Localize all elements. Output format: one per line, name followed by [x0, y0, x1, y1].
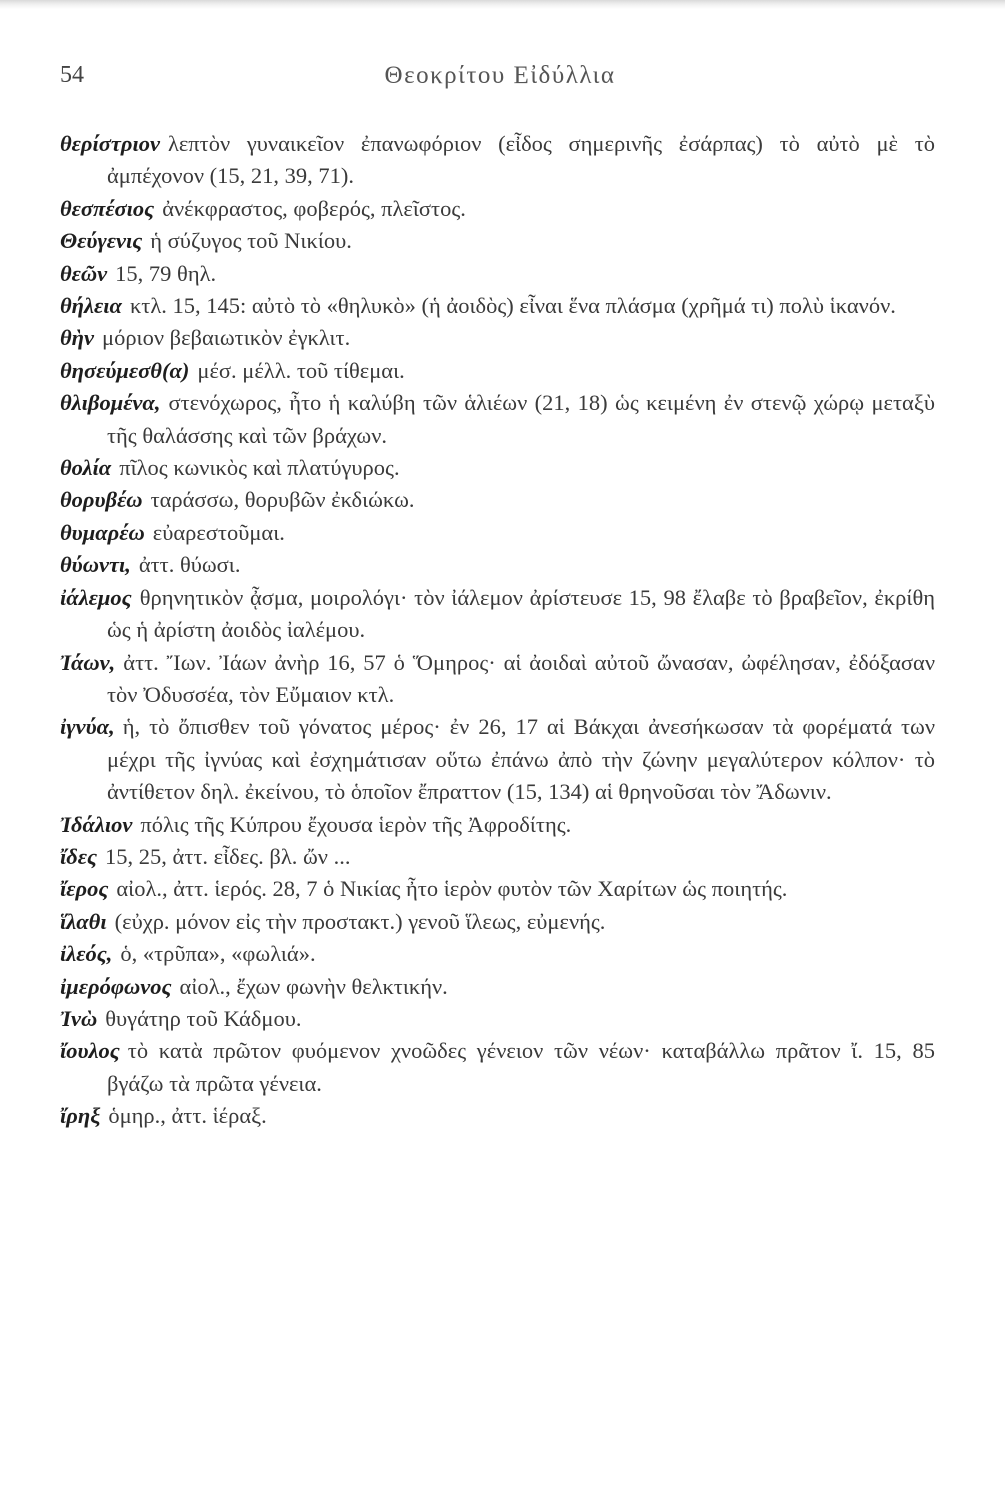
- glossary-entry: [60, 517, 935, 549]
- entry-headword: ἴδες: [60, 843, 98, 869]
- glossary-entries: [60, 128, 935, 1133]
- entry-definition: ὁμηρ., ἀττ. ἱέραξ.: [108, 1103, 267, 1129]
- entry-headword: ἰλεός,: [60, 941, 113, 967]
- glossary-entry: [60, 971, 935, 1003]
- entry-headword: θεῶν: [60, 260, 108, 286]
- entry-definition: ἀνέκφραστος, φοβερός, πλεῖστος.: [162, 195, 466, 221]
- entry-definition: τὸ κατὰ πρῶτον φυόμενον χνοῶδες γένειον τῶν νέων· καταβάλλω πρᾶτον ἴ. 15, 85 βγάζω τὰ πρῶτα γένεια.: [107, 1038, 935, 1096]
- entry-definition: αἰολ., ἀττ. ἱερός. 28, 7 ὁ Νικίας ἦτο ἱερὸν φυτὸν τῶν Χαρίτων ὡς ποιητής.: [116, 876, 788, 902]
- entry-headword: θλιβομένα,: [60, 390, 161, 416]
- page-number: 54: [60, 62, 84, 88]
- entry-definition: αἰολ., ἔχων φωνὴν θελκτικήν.: [179, 973, 448, 999]
- glossary-entry: [60, 258, 935, 290]
- glossary-entry: [60, 387, 935, 452]
- entry-headword: ἴρηξ: [60, 1103, 101, 1129]
- entry-headword: θησεύμεσθ(α): [60, 357, 190, 383]
- entry-headword: Θεύγενις: [60, 228, 143, 254]
- glossary-entry: [60, 1035, 935, 1100]
- entry-headword: Ἰδάλιον: [60, 811, 133, 837]
- entry-definition: ἡ, τὸ ὄπισθεν τοῦ γόνατος μέρος· ἐν 26, 17 αἱ Βάκχαι ἀνεσήκωσαν τὰ φορέματά των μέχρι τῆς ἰγνύας καὶ ἐσχημάτισαν οὕτω ἐπάνω ἀπὸ τὴν ζώνην μεγαλύτερον κόλπον· τὸ ἀντίθετον δηλ. ἐκείνου, τὸ ὁποῖον ἔπραττον (15, 134) αἱ θρηνοῦσαι τὸν Ἄδωνιν.: [107, 714, 935, 805]
- entry-definition: πόλις τῆς Κύπρου ἔχουσα ἱερὸν τῆς Ἀφροδίτης.: [140, 811, 572, 837]
- glossary-entry: [60, 193, 935, 225]
- entry-headword: θήλεια: [60, 293, 122, 319]
- entry-headword: θορυβέω: [60, 487, 143, 513]
- entry-definition: (εὐχρ. μόνον εἰς τὴν προστακτ.) γενοῦ ἵλεως, εὐμενής.: [114, 908, 606, 934]
- entry-definition: 15, 79 θηλ.: [115, 260, 217, 286]
- glossary-entry: [60, 906, 935, 938]
- glossary-entry: [60, 128, 935, 193]
- glossary-entry: [60, 1003, 935, 1035]
- glossary-entry: [60, 225, 935, 257]
- glossary-entry: [60, 322, 935, 354]
- glossary-entry: [60, 452, 935, 484]
- entry-headword: Ἰάων,: [60, 649, 116, 675]
- glossary-entry: [60, 647, 935, 712]
- entry-headword: θεσπέσιος: [60, 195, 155, 221]
- entry-definition: στενόχωρος, ἦτο ἡ καλύβη τῶν ἁλιέων (21, 18) ὡς κειμένη ἐν στενῷ χώρῳ μεταξὺ τῆς θαλάσσης καὶ τῶν βράχων.: [107, 390, 935, 448]
- entry-headword: ἵλαθι: [60, 908, 107, 934]
- entry-definition: ἀττ. θύωσι.: [138, 552, 241, 578]
- entry-definition: λεπτὸν γυναικεῖον ἐπανωφόριον (εἶδος σημερινῆς ἐσάρπας) τὸ αὐτὸ μὲ τὸ ἀμπέχονον (15, 21, 39, 71).: [107, 131, 935, 189]
- entry-headword: Ἰνὼ: [60, 1005, 98, 1031]
- glossary-entry: [60, 484, 935, 516]
- entry-definition: μόριον βεβαιωτικὸν ἐγκλιτ.: [102, 325, 351, 351]
- glossary-entry: [60, 711, 935, 808]
- entry-definition: ἀττ. Ἴων. Ἰάων ἀνὴρ 16, 57 ὁ Ὅμηρος· αἱ ἀοιδαὶ αὐτοῦ ὤνασαν, ὠφέλησαν, ἐδόξασαν τὸν Ὀδυσσέα, τὸν Εὔμαιον κτλ.: [107, 649, 935, 707]
- entry-definition: κτλ. 15, 145: αὐτὸ τὸ «θηλυκὸ» (ἡ ἀοιδὸς) εἶναι ἕνα πλάσμα (χρῆμά τι) πολὺ ἱκανόν.: [129, 293, 896, 319]
- glossary-entry: [60, 549, 935, 581]
- glossary-entry: [60, 938, 935, 970]
- entry-definition: 15, 25, ἀττ. εἶδες. βλ. ὤν ...: [105, 843, 351, 869]
- entry-headword: ἰγνύα,: [60, 714, 115, 740]
- glossary-entry: [60, 873, 935, 905]
- entry-headword: θυμαρέω: [60, 519, 145, 545]
- glossary-entry: [60, 355, 935, 387]
- entry-definition: θυγάτηρ τοῦ Κάδμου.: [105, 1005, 302, 1031]
- entry-headword: ἴουλος: [60, 1038, 120, 1064]
- entry-headword: θολία: [60, 455, 112, 481]
- entry-headword: ἰμερόφωνος: [60, 973, 172, 999]
- entry-definition: ὁ, «τρῦπα», «φωλιά».: [120, 941, 316, 967]
- entry-headword: ἰάλεμος: [60, 584, 132, 610]
- entry-definition: ταράσσω, θορυβῶν ἐκδιώκω.: [150, 487, 415, 513]
- entry-headword: θερίστριον: [60, 131, 160, 156]
- entry-definition: εὐαρεστοῦμαι.: [152, 519, 285, 545]
- entry-definition: ἡ σύζυγος τοῦ Νικίου.: [150, 228, 352, 254]
- glossary-entry: [60, 582, 935, 647]
- entry-definition: μέσ. μέλλ. τοῦ τίθεμαι.: [197, 357, 405, 383]
- entry-headword: ἴερος: [60, 876, 109, 902]
- glossary-entry: [60, 1100, 935, 1132]
- entry-definition: θρηνητικὸν ᾆσμα, μοιρολόγι· τὸν ἰάλεμον ἀρίστευσε 15, 98 ἔλαβε τὸ βραβεῖον, ἐκρίθη ὡς ἡ ἀρίστη ἀοιδὸς ἰαλέμου.: [107, 584, 935, 643]
- glossary-entry: [60, 809, 935, 841]
- glossary-entry: [60, 841, 935, 873]
- entry-headword: θὴν: [60, 325, 95, 351]
- running-title: Θεοκρίτου Εἰδύλλια: [384, 62, 616, 89]
- entry-headword: θύωντι,: [60, 552, 131, 578]
- entry-definition: πῖλος κωνικὸς καὶ πλατύγυρος.: [119, 455, 400, 481]
- glossary-entry: [60, 290, 935, 322]
